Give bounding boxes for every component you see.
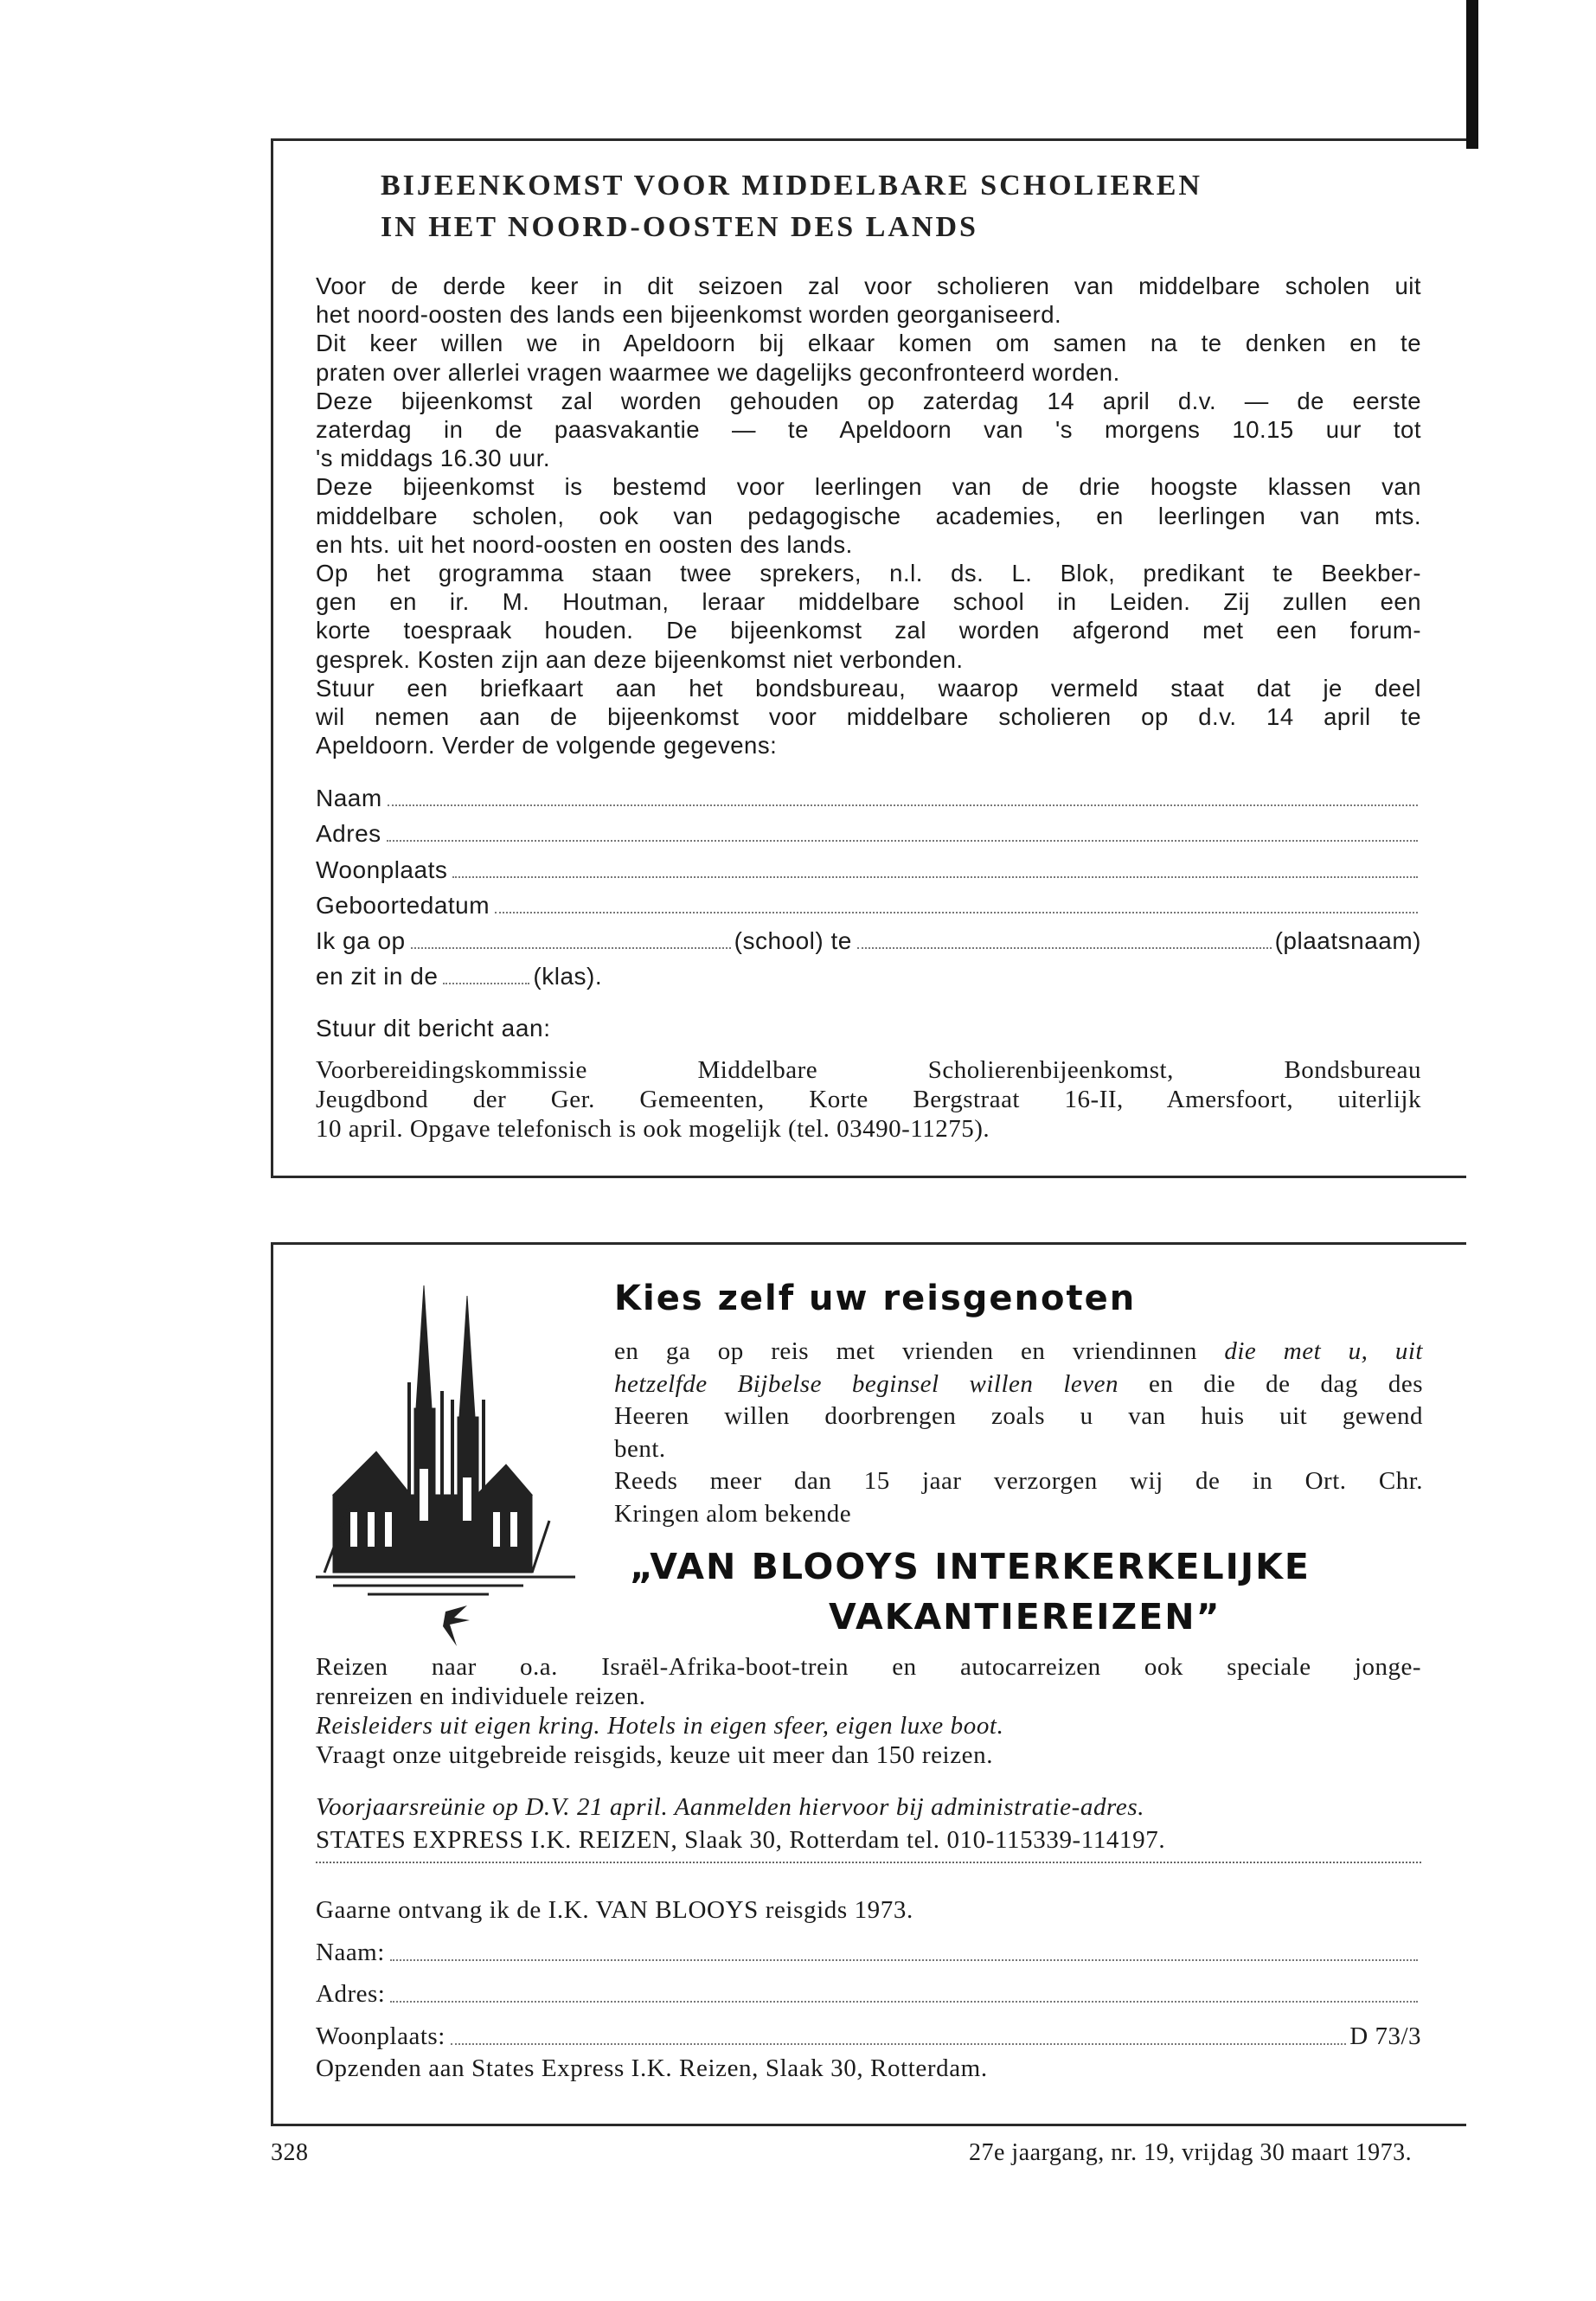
- cathedral-illustration: [316, 1279, 575, 1650]
- notice-body-line: Dit keer willen we in Apeldoorn bij elkaar komen om samen na te denken en te: [316, 330, 1421, 357]
- field-adres[interactable]: [316, 818, 1421, 848]
- ad-intro: [614, 1336, 1423, 1530]
- edge-bar: [1466, 0, 1478, 149]
- coupon-naam-field[interactable]: [316, 1938, 1421, 1967]
- field-dots: [452, 876, 1418, 878]
- send-to-label: Stuur dit bericht aan:: [316, 1015, 551, 1042]
- field-adres-label: Adres: [316, 820, 381, 847]
- notice-body-line: Stuur een briefkaart aan het bondsbureau, waarop vermeld staat dat je deel: [316, 674, 1421, 702]
- ad-reunion-line: Voorjaarsreünie op D.V. 21 april. Aanmelden hiervoor bij administratie-adres.: [316, 1793, 1145, 1821]
- coupon-adres-field[interactable]: [316, 1979, 1421, 2009]
- coupon-cut-line: [316, 1862, 1421, 1863]
- field-ik-ga-op-label: Ik ga op: [316, 927, 406, 954]
- ad-intro-line: Kringen alom bekende: [614, 1499, 852, 1528]
- notice-body-line: Op het grogramma staan twee sprekers, n.l. ds. L. Blok, predikant te Beekber-: [316, 560, 1421, 587]
- ad-headline: Kies zelf uw reisgenoten: [614, 1279, 1137, 1318]
- coupon-adres-label: Adres:: [316, 1980, 386, 2008]
- ad-intro-italic: die met u, uit: [1224, 1337, 1423, 1365]
- notice-body-line: 's middags 16.30 uur.: [316, 445, 551, 472]
- notice-body-line: middelbare scholen, ook van pedagogische academies, en leerlingen van mts.: [316, 502, 1421, 529]
- field-dots: [387, 840, 1418, 842]
- field-school-te-label: (school) te: [734, 927, 852, 954]
- field-plaatsnaam-label: (plaatsnaam): [1274, 927, 1421, 954]
- field-klas[interactable]: [316, 961, 1421, 990]
- notice-body-line: het noord-oosten des lands een bijeenkomst worden georganiseerd.: [316, 301, 1062, 329]
- notice-body-line: gen en ir. M. Houtman, leraar middelbare school in Leiden. Zij zullen een: [316, 588, 1421, 616]
- ad-agency-line: STATES EXPRESS I.K. REIZEN, Slaak 30, Rotterdam tel. 010-115339-114197.: [316, 1826, 1166, 1854]
- ad-intro-line: Reeds meer dan 15 jaar verzorgen wij de in Ort. Chr.: [614, 1467, 1423, 1495]
- field-dots: [857, 947, 1272, 949]
- coupon-naam-label: Naam:: [316, 1939, 385, 1966]
- ad-brand-line1: „VAN BLOOYS INTERKERKELIJKE: [630, 1546, 1311, 1587]
- notice-body-line: praten over allerlei vragen waarmee we dagelijks geconfronteerd worden.: [316, 358, 1120, 386]
- address-line: 10 april. Opgave telefonisch is ook mogelijk (tel. 03490-11275).: [316, 1115, 990, 1143]
- coupon-intro: Gaarne ontvang ik de I.K. VAN BLOOYS reisgids 1973.: [316, 1896, 913, 1924]
- address-line: Jeugdbond der Ger. Gemeenten, Korte Bergstraat 16-II, Amersfoort, uiterlijk: [316, 1086, 1421, 1113]
- ad-intro-text: en ga op reis met vrienden en vriendinnen: [614, 1337, 1225, 1365]
- coupon-code: D 73/3: [1349, 2022, 1421, 2050]
- notice-title-line1: BIJEENKOMST VOOR MIDDELBARE SCHOLIEREN: [381, 170, 1202, 202]
- ad-trips: [316, 1652, 1421, 1711]
- ad-intro-text: en die de dag des: [1118, 1369, 1423, 1398]
- field-dots: [451, 2043, 1347, 2045]
- field-woonplaats[interactable]: [316, 855, 1421, 884]
- ad-brand-line2: VAKANTIEREIZEN”: [829, 1596, 1221, 1638]
- coupon-send: Opzenden aan States Express I.K. Reizen, Slaak 30, Rotterdam.: [316, 2054, 988, 2082]
- notice-body-line: wil nemen aan de bijeenkomst voor middelbare scholieren op d.v. 14 april te: [316, 703, 1421, 731]
- field-dots: [390, 1959, 1418, 1961]
- field-dots: [443, 983, 529, 984]
- coupon-woonplaats-label: Woonplaats:: [316, 2022, 445, 2050]
- field-woonplaats-label: Woonplaats: [316, 856, 448, 883]
- page-number: 328: [271, 2139, 309, 2166]
- field-klas-label: (klas).: [533, 963, 603, 990]
- notice-body-line: korte toespraak houden. De bijeenkomst zal worden afgerond met een forum-: [316, 617, 1421, 644]
- notice-body-line: Voor de derde keer in dit seizoen zal voor scholieren van middelbare scholen uit: [316, 272, 1421, 299]
- ad-intro-line: [614, 1368, 1423, 1401]
- field-dots: [390, 2001, 1418, 2003]
- notice-body-line: Apeldoorn. Verder de volgende gegevens:: [316, 732, 778, 760]
- issue-line: 27e jaargang, nr. 19, vrijdag 30 maart 1973.: [969, 2139, 1413, 2166]
- ad-trip-line: Reizen naar o.a. Israël-Afrika-boot-trein en autocarreizen ook speciale jonge-: [316, 1653, 1421, 1681]
- field-dots: [495, 912, 1418, 913]
- field-naam[interactable]: [316, 783, 1421, 812]
- field-geboortedatum-label: Geboortedatum: [316, 892, 490, 919]
- field-naam-label: Naam: [316, 785, 382, 811]
- ad-intro-line: bent.: [614, 1434, 666, 1463]
- notice-body-line: en hts. uit het noord-oosten en oosten des lands.: [316, 530, 853, 558]
- address-line: Voorbereidingskommissie Middelbare Scholierenbijeenkomst, Bondsbureau: [316, 1056, 1421, 1084]
- field-zit-in-de-label: en zit in de: [316, 963, 439, 990]
- notice-body-line: zaterdag in de paasvakantie — te Apeldoorn van 's morgens 10.15 uur tot: [316, 416, 1421, 444]
- address-block: [316, 1055, 1421, 1144]
- notice-body: [316, 272, 1421, 760]
- ad-intro-italic: hetzelfde Bijbelse beginsel willen leven: [614, 1369, 1119, 1398]
- ad-intro-line: Heeren willen doorbrengen zoals u van huis uit gewend: [614, 1402, 1423, 1430]
- ad-italic-line: Reisleiders uit eigen kring. Hotels in eigen sfeer, eigen luxe boot.: [316, 1712, 1004, 1740]
- field-dots: [388, 804, 1418, 806]
- notice-body-line: Deze bijeenkomst zal worden gehouden op zaterdag 14 april d.v. — de eerste: [316, 387, 1421, 414]
- field-dots: [411, 947, 731, 949]
- notice-title-line2: IN HET NOORD-OOSTEN DES LANDS: [381, 211, 978, 243]
- coupon-woonplaats-field[interactable]: [316, 2022, 1421, 2051]
- ad-trip-line: renreizen en individuele reizen.: [316, 1682, 646, 1710]
- field-school[interactable]: [316, 926, 1421, 955]
- notice-body-line: Deze bijeenkomst is bestemd voor leerlingen van de drie hoogste klassen van: [316, 473, 1421, 501]
- ad-intro-line: [614, 1336, 1423, 1368]
- ad-guide-line: Vraagt onze uitgebreide reisgids, keuze uit meer dan 150 reizen.: [316, 1741, 994, 1769]
- field-geboortedatum[interactable]: [316, 890, 1421, 920]
- notice-body-line: gesprek. Kosten zijn aan deze bijeenkomst niet verbonden.: [316, 645, 964, 673]
